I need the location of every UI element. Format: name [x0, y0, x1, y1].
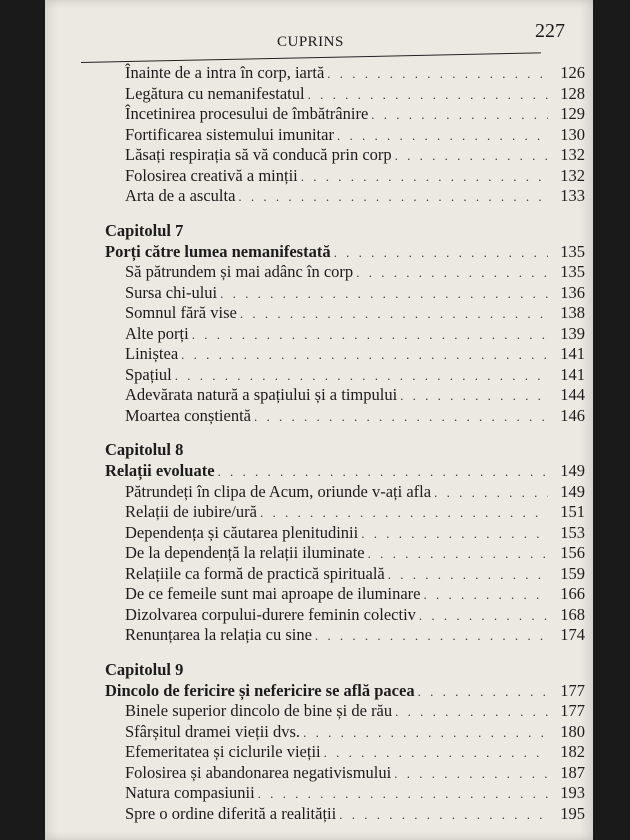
toc-entry-page: 132 — [560, 165, 585, 185]
toc-entry-page: 159 — [560, 563, 585, 583]
toc-entry-page: 187 — [560, 762, 585, 782]
toc-entry-label: Arta de a asculta — [125, 186, 236, 205]
toc-entry-page: 130 — [560, 124, 585, 144]
toc-entry-page: 151 — [560, 502, 585, 521]
chapter-title: Dincolo de fericire și nefericire se află pacea — [105, 680, 415, 700]
toc-entry-page: 139 — [560, 323, 585, 343]
chapter-9 — [105, 660, 585, 825]
toc-entry-page: 182 — [560, 742, 585, 761]
leader-dots — [337, 128, 548, 144]
toc-entry-page: 138 — [560, 303, 585, 322]
toc-entry-label: Efemeritatea și ciclurile vieții — [125, 742, 321, 761]
leader-dots — [419, 608, 548, 624]
toc-entry — [105, 324, 585, 345]
leader-dots — [361, 526, 548, 542]
chapter-page: 177 — [560, 680, 585, 700]
toc-entry — [105, 722, 585, 743]
toc-entry-label: Liniștea — [125, 344, 179, 363]
toc-entry-label: Somnul fără vise — [125, 303, 237, 322]
page-number: 227 — [535, 20, 565, 42]
toc-entry-label: Relațiile ca formă de practică spirituală — [125, 563, 385, 583]
toc-entry-label: Natura compasiunii — [125, 783, 255, 802]
toc-entry-label: Alte porți — [125, 323, 189, 343]
page-header — [45, 0, 593, 70]
toc-entry — [105, 125, 585, 146]
leader-dots — [240, 306, 548, 322]
toc-entry — [105, 385, 585, 406]
leader-dots — [334, 245, 548, 261]
leader-dots — [218, 464, 548, 480]
chapter-heading: Capitolul 9 — [105, 659, 184, 679]
book-page — [45, 0, 593, 840]
leader-dots — [368, 546, 548, 562]
leader-dots — [324, 745, 548, 761]
leader-dots — [418, 684, 548, 700]
leader-dots — [192, 327, 548, 343]
toc-entry — [105, 763, 585, 784]
toc-entry-label: Sfârșitul dramei vieții dvs. — [125, 721, 301, 741]
toc-entry-page: 128 — [560, 83, 585, 103]
toc-entry — [105, 564, 585, 585]
toc-entry — [105, 701, 585, 722]
toc-entry-page: 132 — [560, 145, 585, 164]
leader-dots — [356, 265, 548, 281]
toc-entry-page: 126 — [560, 63, 585, 82]
leader-dots — [394, 766, 548, 782]
toc-entry-page: 166 — [560, 584, 585, 603]
toc-entry-label: De la dependență la relații iluminate — [125, 543, 365, 562]
toc-entry — [105, 406, 585, 427]
leader-dots — [327, 66, 548, 82]
toc-entry-page: 129 — [560, 104, 585, 123]
toc-entry-label: Să pătrundem și mai adânc în corp — [125, 262, 354, 281]
toc-entry — [105, 145, 585, 166]
chapter-title-row — [105, 681, 585, 702]
leader-dots — [315, 628, 548, 644]
toc-entry-page: 174 — [560, 625, 585, 644]
leader-dots — [175, 368, 548, 384]
toc-entry-label: Binele superior dincolo de bine și de rău — [125, 701, 393, 720]
header-rule — [81, 52, 541, 63]
toc-group-top — [105, 63, 585, 207]
toc-entry-label: Sursa chi-ului — [125, 282, 218, 302]
leader-dots — [339, 807, 548, 823]
toc-entry-label: Spațiul — [125, 364, 172, 384]
toc-entry — [105, 104, 585, 125]
toc-entry-label: Adevărata natură a spațiului și a timpului — [125, 385, 398, 404]
leader-dots — [303, 725, 548, 741]
leader-dots — [301, 169, 548, 185]
leader-dots — [424, 587, 549, 603]
leader-dots — [220, 286, 548, 302]
chapter-heading: Capitolul 8 — [105, 440, 184, 459]
leader-dots — [388, 567, 548, 583]
toc-entry — [105, 365, 585, 386]
toc-entry-page: 135 — [560, 262, 585, 281]
toc-entry-label: Folosirea și abandonarea negativismului — [125, 762, 392, 782]
toc-entry — [105, 303, 585, 324]
toc-entry-label: Fortificarea sistemului imunitar — [125, 124, 334, 144]
leader-dots — [260, 505, 548, 521]
leader-dots — [238, 189, 548, 205]
toc-entry-page: 141 — [560, 344, 585, 363]
toc-entry-label: De ce femeile sunt mai aproape de iluminare — [125, 584, 421, 603]
chapter-title-row — [105, 242, 585, 263]
toc-entry-label: Înainte de a intra în corp, iartă — [125, 63, 325, 82]
toc-entry-label: Legătura cu nemanifestatul — [125, 83, 305, 103]
toc-entry-label: Moartea conștientă — [125, 405, 251, 425]
toc-entry — [105, 502, 585, 523]
toc-entry — [105, 543, 585, 564]
chapter-8 — [105, 440, 585, 646]
toc-entry — [105, 625, 585, 646]
toc-entry-page: 153 — [560, 522, 585, 542]
chapter-title: Relații evoluate — [105, 461, 215, 480]
chapter-page: 149 — [560, 461, 585, 480]
leader-dots — [181, 347, 548, 363]
toc-entry — [105, 344, 585, 365]
chapter-title: Porți către lumea nemanifestată — [105, 241, 331, 261]
toc-entry-label: Relații de iubire/ură — [125, 502, 257, 521]
toc-entry-label: Spre o ordine diferită a realității — [125, 803, 337, 823]
toc-entry — [105, 804, 585, 825]
toc-entry-page: 144 — [560, 385, 585, 404]
toc-entry-label: Pătrundeți în clipa de Acum, oriunde v-ați afla — [125, 481, 432, 501]
toc-entry-page: 156 — [560, 543, 585, 562]
toc-entry — [105, 63, 585, 84]
toc-entry — [105, 166, 585, 187]
toc-entry-page: 149 — [560, 481, 585, 501]
toc-entry — [105, 605, 585, 626]
toc-entry-page: 146 — [560, 405, 585, 425]
leader-dots — [395, 704, 548, 720]
toc-entry — [105, 283, 585, 304]
leader-dots — [371, 107, 548, 123]
leader-dots — [400, 388, 548, 404]
leader-dots — [258, 786, 548, 802]
chapter-7 — [105, 221, 585, 427]
chapter-title-row — [105, 461, 585, 482]
toc-entry — [105, 584, 585, 605]
toc-entry-label: Folosirea creativă a minții — [125, 165, 298, 185]
toc-entry — [105, 186, 585, 207]
toc-entry — [105, 783, 585, 804]
toc-entry-label: Lăsați respirația să vă conducă prin corp — [125, 145, 392, 164]
toc-entry-page: 193 — [560, 783, 585, 802]
toc-entry-page: 177 — [560, 701, 585, 720]
toc-entry-page: 136 — [560, 282, 585, 302]
toc-entry-page: 168 — [560, 604, 585, 624]
toc-entry — [105, 742, 585, 763]
toc-entry — [105, 84, 585, 105]
toc-entry-page: 141 — [560, 364, 585, 384]
leader-dots — [434, 485, 548, 501]
toc-entry-label: Dependența și căutarea plenitudinii — [125, 522, 359, 542]
toc-entry — [105, 482, 585, 503]
chapter-heading: Capitolul 7 — [105, 220, 184, 240]
toc-entry-page: 195 — [560, 803, 585, 823]
toc-entry-label: Încetinirea procesului de îmbătrânire — [125, 104, 369, 123]
leader-dots — [254, 409, 548, 425]
running-title: CUPRINS — [277, 34, 344, 50]
leader-dots — [395, 148, 548, 164]
toc-entry — [105, 523, 585, 544]
toc-entry-page: 133 — [560, 186, 585, 205]
leader-dots — [308, 87, 548, 103]
chapter-page: 135 — [560, 241, 585, 261]
table-of-contents — [105, 63, 585, 824]
toc-entry-label: Renunțarea la relația cu sine — [125, 625, 312, 644]
toc-entry-label: Dizolvarea corpului-durere feminin colectiv — [125, 604, 416, 624]
toc-entry-page: 180 — [560, 721, 585, 741]
toc-entry — [105, 262, 585, 283]
